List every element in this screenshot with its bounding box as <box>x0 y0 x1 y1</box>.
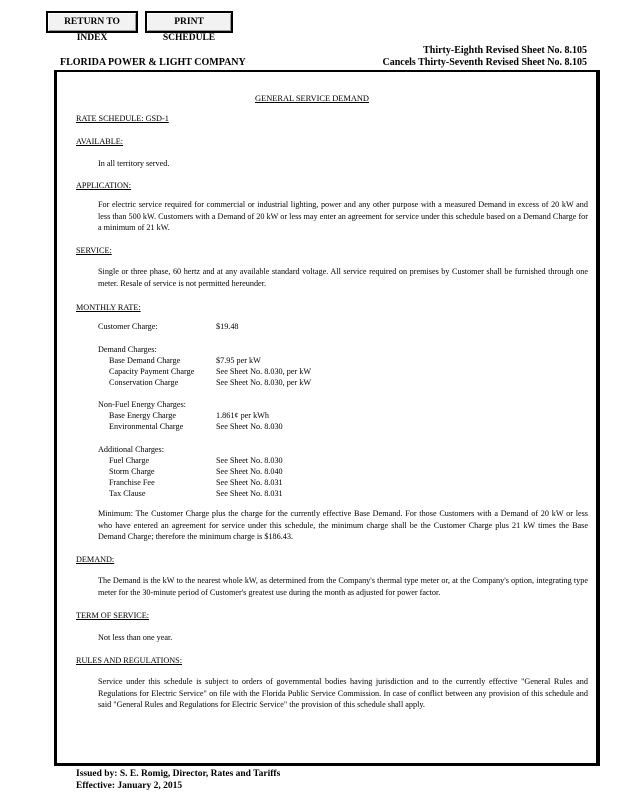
available-heading: AVAILABLE: <box>76 137 124 146</box>
demand-heading: DEMAND: <box>76 555 115 564</box>
print-schedule-button[interactable]: PRINT SCHEDULE <box>145 11 233 33</box>
application-heading: APPLICATION: <box>76 181 132 190</box>
cancels-sheet-number: Cancels Thirty-Seventh Revised Sheet No. 8.105 <box>382 57 587 68</box>
nonfuel-row-value: 1.861¢ per kWh <box>216 411 269 420</box>
company-name: FLORIDA POWER & LIGHT COMPANY <box>60 57 246 68</box>
demand-text: The Demand is the kW to the nearest whole kW, as determined from the Company's thermal type meter or, at the Company's option, integrating type meter for the 30-minute period of Customer's greatest use during the month as adjusted for power factor. <box>98 576 588 597</box>
additional-row-value: See Sheet No. 8.031 <box>216 489 283 498</box>
rules-heading: RULES AND REGULATIONS: <box>76 656 182 665</box>
demand-row-label: Capacity Payment Charge <box>109 367 195 376</box>
rules-text: Service under this schedule is subject to orders of governmental bodies having jurisdiction and to the currently effective "General Rules and Regulations for Electric Service" on file with the Florida Public Service Commission. In case of conflict between any provision of this schedule and said "General Rules and Regulations for Electric Service" the provision of this schedule shall apply. <box>98 677 588 709</box>
demand-row-value: See Sheet No. 8.030, per kW <box>216 378 312 387</box>
customer-charge-value: $19.48 <box>216 322 239 331</box>
customer-charge-label: Customer Charge: <box>98 322 158 331</box>
return-to-index-button[interactable]: RETURN TO INDEX <box>46 11 138 33</box>
additional-charges-heading: Additional Charges: <box>98 445 165 454</box>
service-text: Single or three phase, 60 hertz and at any available standard voltage. All service required on premises by Customer shall be furnished through one meter. Resale of service is not permitted hereunder. <box>98 267 588 288</box>
service-heading: SERVICE: <box>76 246 112 255</box>
term-of-service-heading: TERM OF SERVICE: <box>76 611 150 620</box>
minimum-charge-text: Minimum: The Customer Charge plus the charge for the currently effective Base Demand. For those Customers with a Demand of 20 kW or less who have entered an agreement for service under this schedule, the minimum charge shall be the Customer Charge plus 21 kW times the Base Demand Charge; therefore the minimum charge is $186.43. <box>98 509 588 541</box>
additional-row-label: Franchise Fee <box>109 478 155 487</box>
demand-row-value: See Sheet No. 8.030, per kW <box>216 367 312 376</box>
rate-schedule-heading: RATE SCHEDULE: GSD-1 <box>76 114 169 123</box>
demand-charges-heading: Demand Charges: <box>98 345 157 354</box>
effective-date: Effective: January 2, 2015 <box>76 781 183 791</box>
demand-row-label: Conservation Charge <box>109 378 179 387</box>
additional-row-value: See Sheet No. 8.040 <box>216 467 283 476</box>
nonfuel-row-label: Environmental Charge <box>109 422 184 431</box>
additional-row-value: See Sheet No. 8.030 <box>216 456 283 465</box>
term-of-service-text: Not less than one year. <box>98 633 173 642</box>
additional-row-label: Storm Charge <box>109 467 155 476</box>
document-title: GENERAL SERVICE DEMAND <box>255 94 369 103</box>
demand-row-value: $7.95 per kW <box>216 356 261 365</box>
monthly-rate-heading: MONTHLY RATE: <box>76 303 141 312</box>
additional-row-value: See Sheet No. 8.031 <box>216 478 283 487</box>
nonfuel-row-label: Base Energy Charge <box>109 411 176 420</box>
additional-row-label: Fuel Charge <box>109 456 150 465</box>
available-text: In all territory served. <box>98 159 170 168</box>
issued-by: Issued by: S. E. Romig, Director, Rates and Tariffs <box>76 769 281 779</box>
nonfuel-charges-heading: Non-Fuel Energy Charges: <box>98 400 186 409</box>
sheet-number: Thirty-Eighth Revised Sheet No. 8.105 <box>423 45 587 56</box>
nonfuel-row-value: See Sheet No. 8.030 <box>216 422 283 431</box>
application-text: For electric service required for commercial or industrial lighting, power and any other purpose with a measured Demand in excess of 20 kW and less than 500 kW. Customers with a Demand of 20 kW or less may enter an agreement for service under this schedule based on a Demand Charge for a minimum of 21 kW. <box>98 200 588 232</box>
additional-row-label: Tax Clause <box>109 489 146 498</box>
demand-row-label: Base Demand Charge <box>109 356 181 365</box>
